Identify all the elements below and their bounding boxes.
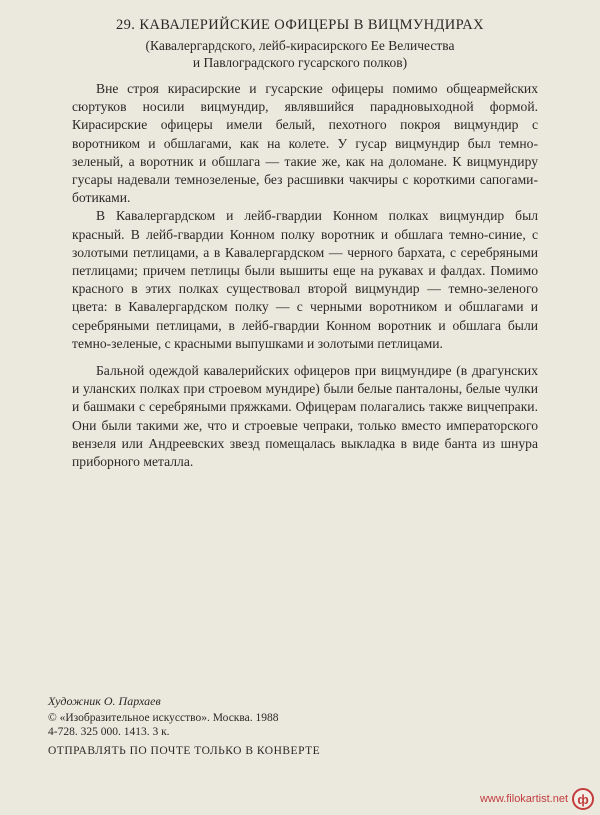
filokartist-logo-icon: ф (572, 788, 594, 810)
publisher-name: «Изобразительное искусство». Москва. 1988 (59, 712, 279, 724)
artist-name: О. Пархаев (103, 694, 161, 708)
mail-instruction: ОТПРАВЛЯТЬ ПО ПОЧТЕ ТОЛЬКО В КОНВЕРТЕ (48, 745, 321, 757)
article-body (72, 80, 538, 471)
page-title: 29. КАВАЛЕРИЙСКИЕ ОФИЦЕРЫ В ВИЦМУНДИРАХ (115, 17, 484, 33)
artist-label: Художник (48, 694, 101, 708)
subtitle-line: (Кавалергардского, лейб-кирасирского Ее Величества (145, 38, 455, 53)
print-info: 4-728. 325 000. 1413. 3 к. (48, 726, 170, 738)
subtitle-line: и Павлоградского гусарского полков) (192, 55, 408, 70)
watermark-url: www.filokartist.net (479, 793, 568, 805)
site-watermark (480, 788, 594, 810)
paragraph-3: Бальной одеждой кавалерийских офицеров при вицмундире (в драгунских и уланских полках при строевом мундире) были белые панталоны, белые чулки и башмаки с серебряными пряжками. Офицерам полагались также вицчепраки. Они были такими же, что и строевые чепраки, только вместо императорского вензеля или Андреевских звезд помещалась выкладка в виде банта из шнура приборного металла. (72, 363, 538, 470)
paragraph-1: Вне строя кирасирские и гусарские офицеры помимо общеармейских сюртуков носили вицмундир, являвшийся парадновыходной формой. Кирасирские офицеры имели белый, пехотного покроя вицмундир с воротником и обшлагами, как на колете. У гусар вицмундир был темно-зеленый, а воротник и обшлага — такие же, как на доломане. К вицмундиру гусары надевали темнозеленые, без расшивки чакчиры с короткими сапогами-ботиками. (72, 81, 538, 206)
paragraph-2: В Кавалергардском и лейб-гвардии Конном полках вицмундир был красный. В лейб-гвардии Конном полку воротник и обшлага темно-синие, с золотыми петлицами, а в Кавалергардском — черного бархата, с серебряными петлицами; причем петлицы были вышиты еще на рукавах и фалдах. Помимо красного в этих полках существовал второй вицмундир — темно-зеленого цвета: в Кавалергардском полку — с черными воротником и обшлагами и серебряными петлицами, в лейб-гвардии Конном воротник и обшлага были темно-зеленые, с красными выпушками и золотыми петлицами. (72, 208, 538, 351)
copyright-icon: © (48, 712, 57, 724)
page-subtitle (40, 37, 560, 71)
publisher-imprint (48, 711, 279, 739)
artist-credit (48, 694, 161, 709)
